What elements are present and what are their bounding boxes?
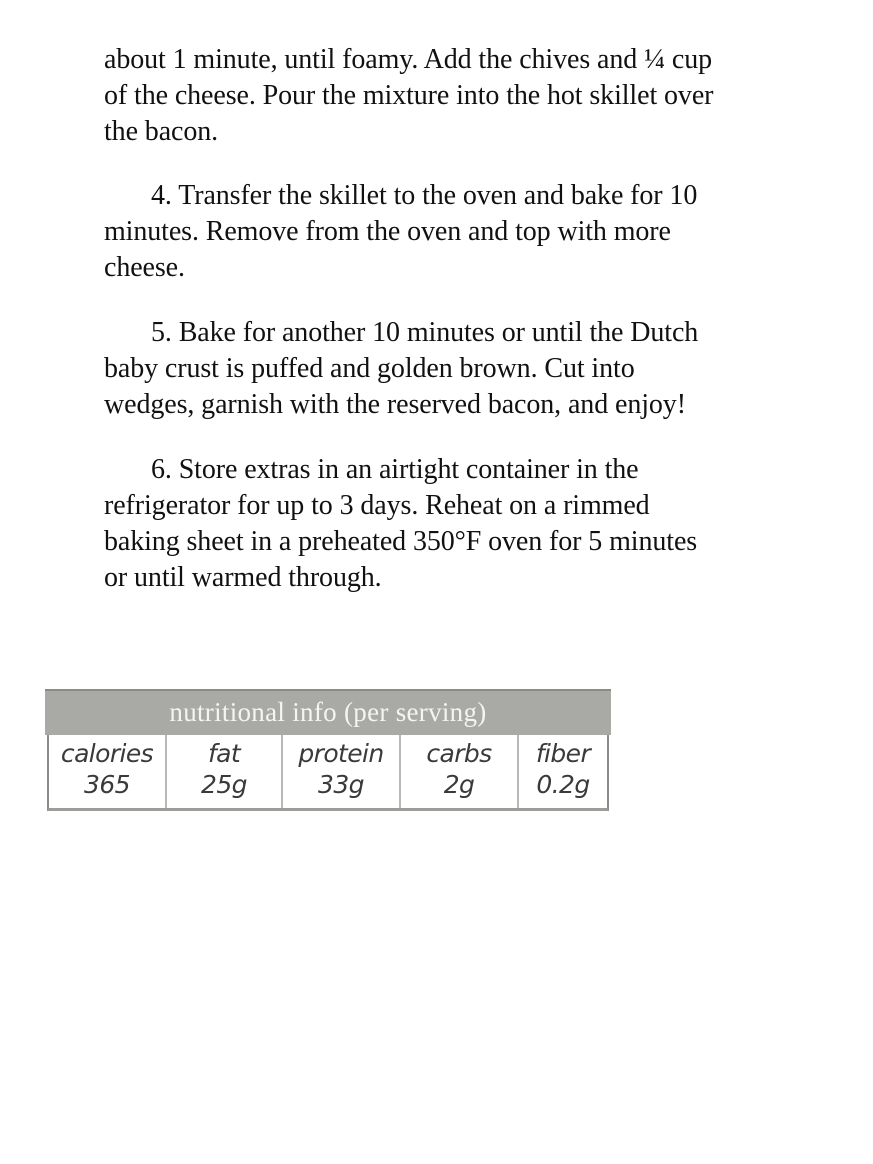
nutrition-value: 25g xyxy=(201,770,247,799)
text-line: the bacon. xyxy=(104,116,219,147)
nutrition-header-bar xyxy=(45,689,611,735)
text-line: baby crust is puffed and golden brown. Cut into xyxy=(104,353,635,384)
nutrition-cell-calories xyxy=(49,735,167,808)
nutrition-value: 0.2g xyxy=(536,770,590,799)
text-line: 4. Transfer the skillet to the oven and bake for 10 xyxy=(151,180,698,211)
nutrition-cell-fat xyxy=(167,735,283,808)
nutrition-cell-fiber xyxy=(519,735,607,808)
recipe-step-5 xyxy=(104,315,834,423)
text-line: or until warmed through. xyxy=(104,562,382,593)
nutrition-cell-carbs xyxy=(401,735,519,808)
text-line: cheese. xyxy=(104,252,185,283)
nutrition-label: calories xyxy=(60,739,154,768)
text-line: about 1 minute, until foamy. Add the chives and ¼ cup xyxy=(104,44,712,75)
text-line: baking sheet in a preheated 350°F oven for 5 minutes xyxy=(104,526,698,557)
text-line: wedges, garnish with the reserved bacon, and enjoy! xyxy=(104,389,686,420)
nutrition-label: carbs xyxy=(426,739,492,768)
nutrition-value: 2g xyxy=(443,770,475,799)
nutrition-title: nutritional info (per serving) xyxy=(169,697,487,727)
nutrition-label: fat xyxy=(207,739,241,768)
recipe-step-6 xyxy=(104,452,834,596)
recipe-step-4 xyxy=(104,178,834,286)
text-line: minutes. Remove from the oven and top with more xyxy=(104,216,671,247)
text-line: 6. Store extras in an airtight container in the xyxy=(151,454,639,485)
nutrition-value: 365 xyxy=(84,770,130,799)
nutrition-value: 33g xyxy=(318,770,364,799)
nutrition-grid xyxy=(47,735,609,811)
nutrition-cell-protein xyxy=(283,735,401,808)
text-line: of the cheese. Pour the mixture into the hot skillet over xyxy=(104,80,714,111)
nutrition-info-table xyxy=(45,689,611,817)
nutrition-label: protein xyxy=(298,739,384,768)
nutrition-label: fiber xyxy=(535,739,591,768)
text-line: refrigerator for up to 3 days. Reheat on a rimmed xyxy=(104,490,650,521)
text-line: 5. Bake for another 10 minutes or until the Dutch xyxy=(151,317,699,348)
recipe-step-3-continued xyxy=(104,42,834,150)
